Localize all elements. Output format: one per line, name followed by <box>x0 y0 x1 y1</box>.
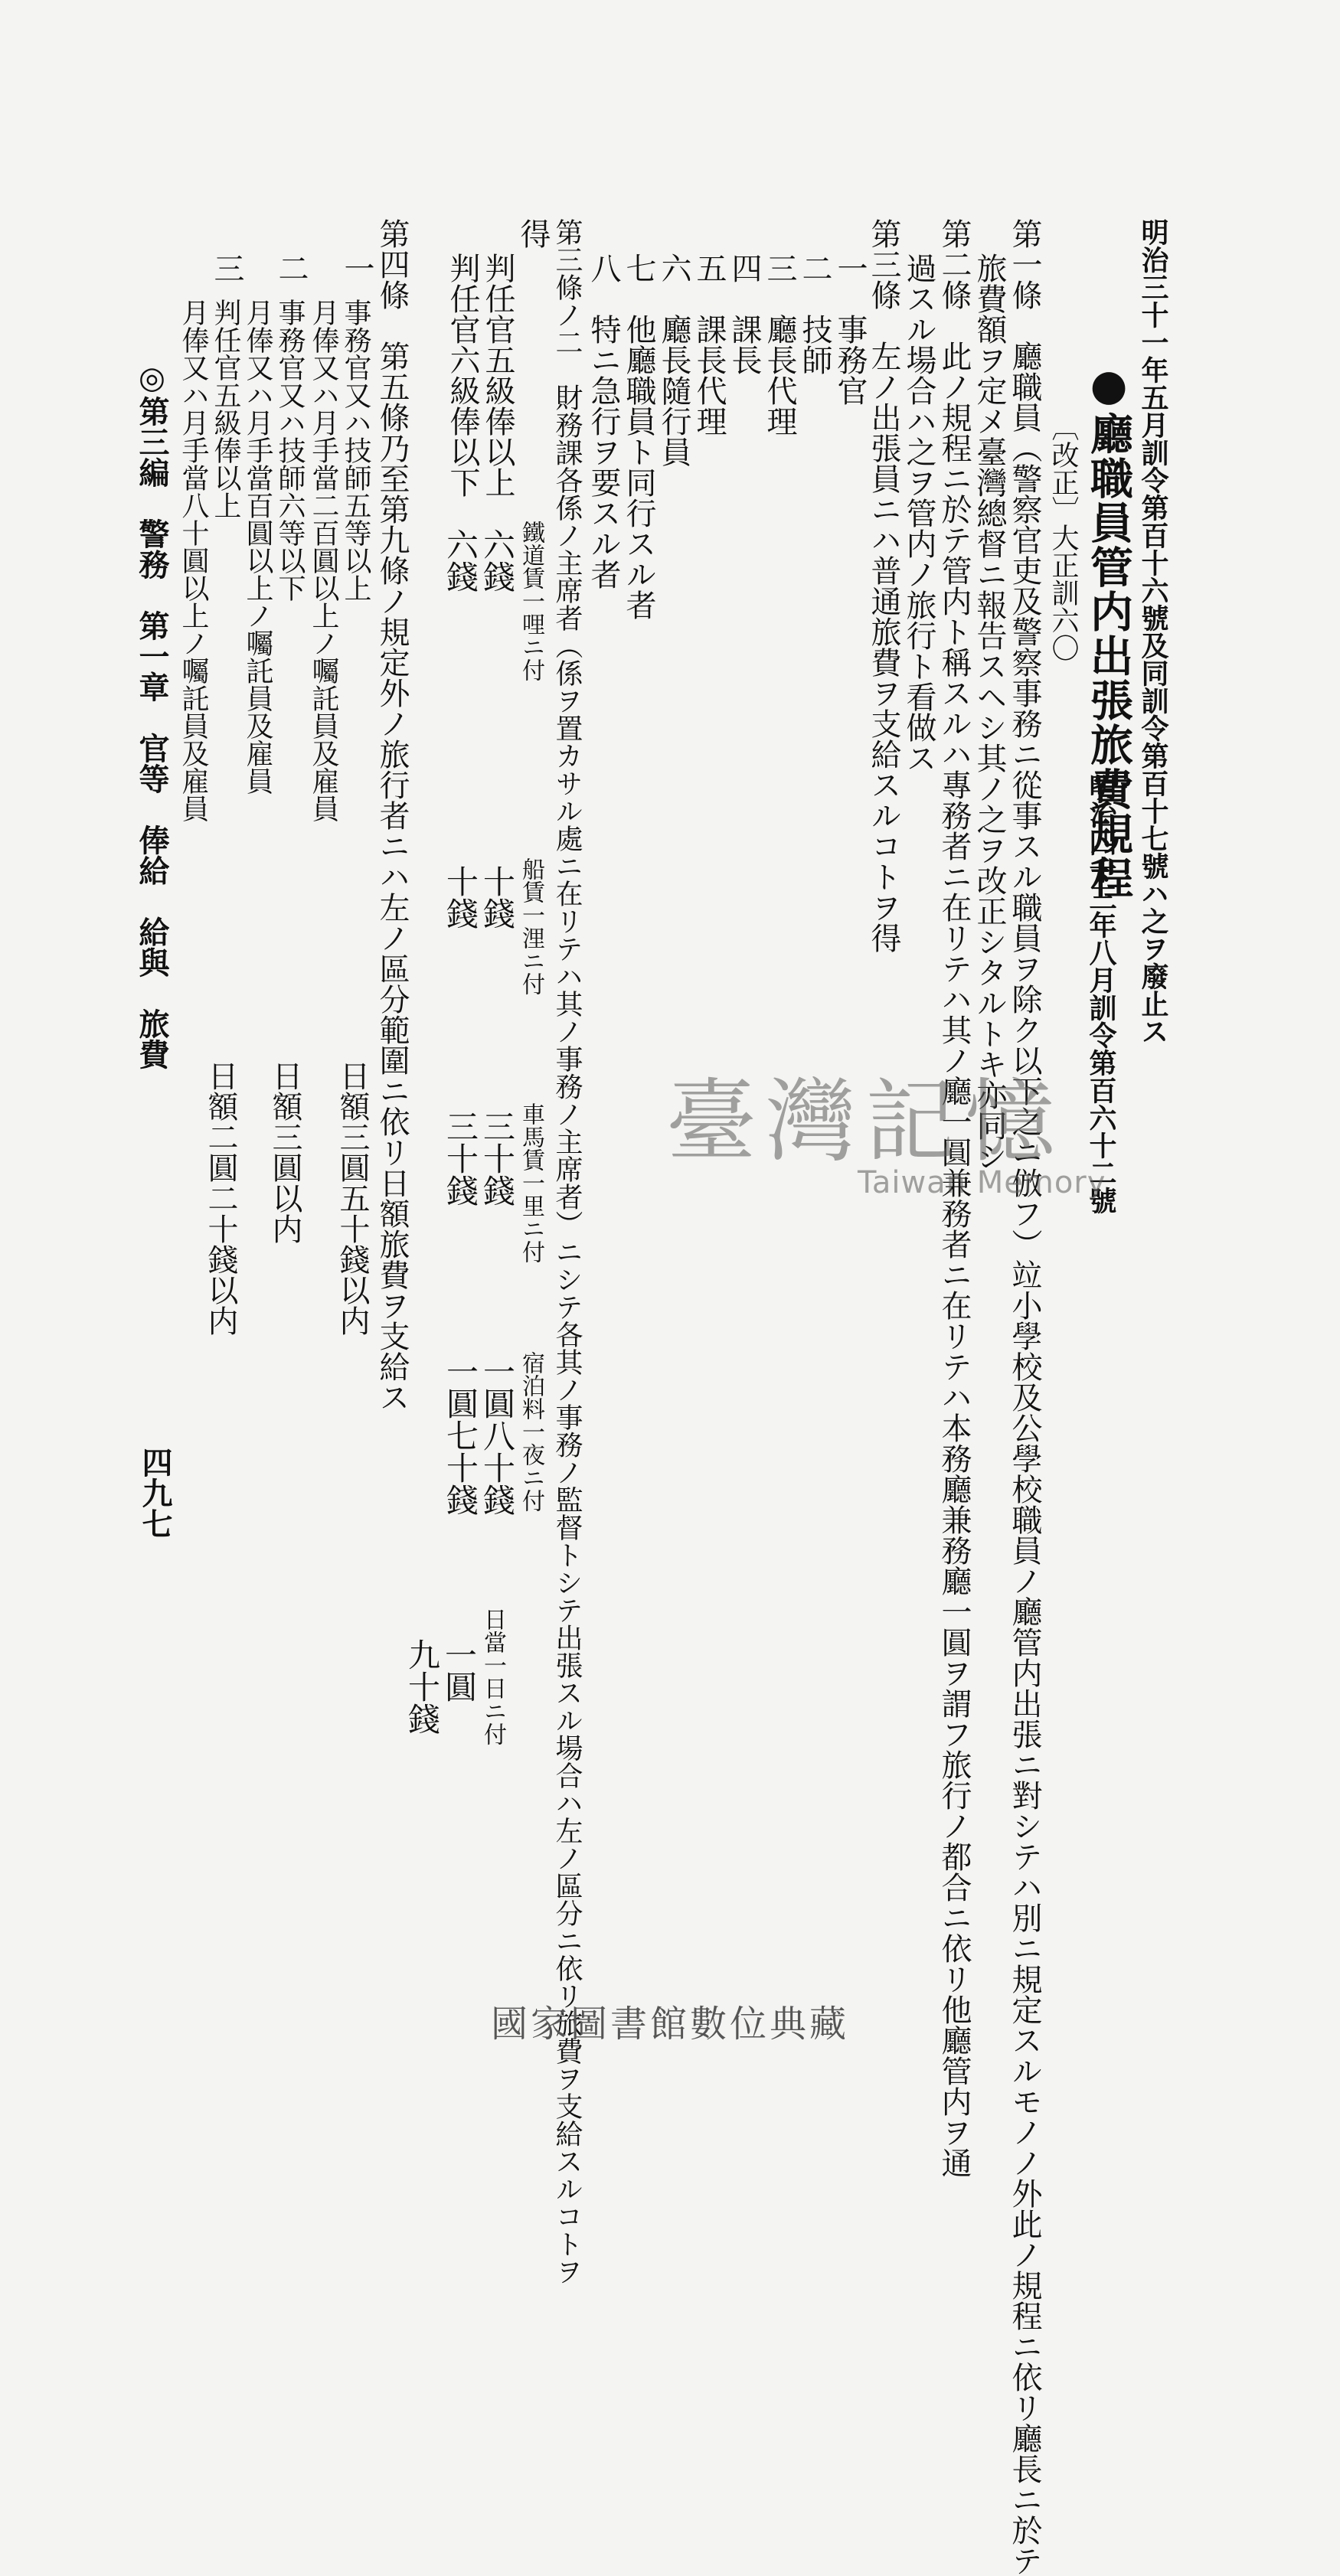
daily-item-1-prefix: 事務官又ハ技師五等以上 <box>340 299 371 602</box>
daily-item-3-amount: 日額二圓二十錢以内 <box>203 1060 238 1336</box>
daily-item-3-line-1: 判任官五級俸以上 <box>210 299 241 519</box>
fee-header-lodging: 宿泊料一夜ニ付 <box>518 1351 544 1512</box>
daily-item-1-amount: 日額三圓五十錢以内 <box>335 1060 370 1336</box>
fee-header-ship: 船賃一浬ニ付 <box>518 857 544 995</box>
library-footer: 國家圖書館數位典藏 <box>490 2003 849 2045</box>
daily-item-2-line-1: 事務官又ハ技師六等以下 <box>274 299 306 602</box>
article-3-item: 一 事務官 <box>832 253 868 406</box>
watermark-chinese: 臺灣記憶 <box>666 1069 1065 1174</box>
article-1-line-2: 旅費額ヲ定メ臺灣總督ニ報告スヘシ其ノ之ヲ改正シタルトキ亦同シ <box>972 253 1007 1171</box>
fee-row-1-label: 判任官五級俸以上 <box>480 253 515 498</box>
fee-row-2-label: 判任官六級俸以下 <box>445 253 480 498</box>
fee-value-carriage-1: 三十錢 <box>479 1110 516 1206</box>
fee-value-carriage-2: 三十錢 <box>442 1110 479 1206</box>
article-3-item: 七 他廳職員ト同行スル者 <box>621 253 656 620</box>
fee-value-ship-2: 十錢 <box>442 865 479 929</box>
fee-value-rail-2: 六錢 <box>442 528 479 593</box>
article-3: 第三條 左ノ出張員ニハ普通旅費ヲ支給スルコトヲ得 <box>866 218 901 953</box>
fee-value-lodging-2: 一圓七十錢 <box>442 1355 479 1516</box>
article-3-2-line-1: 第三條ノ二 財務課各係ノ主席者（係ヲ置カサル處ニ在リテハ其ノ事務ノ主席者）ニシテ各其ノ事務ノ監督トシテ出張スル場合ハ左ノ區分ニ依リ旅費ヲ支給スルコトヲ <box>551 218 583 2285</box>
enactment-note: 明治四十三年八月訓令第百六十二號 <box>1085 773 1117 1214</box>
article-2-line-1: 第二條 此ノ規程ニ於テ管内ト稱スルハ專務者ニ在リテハ其ノ廳一圓兼務者ニ在リテハ本務廳兼務廳一圓ヲ謂フ旅行ノ都合ニ依リ他廳管内ヲ通 <box>936 218 972 2178</box>
article-3-item: 五 課長代理 <box>691 253 727 436</box>
fee-value-rail-1: 六錢 <box>479 528 516 593</box>
article-2-line-2: 過スル場合ハ之ヲ管内ノ旅行ト看做ス <box>901 253 936 773</box>
daily-item-2-line-2: 月俸又ハ月手當百圓以上ノ囑託員及雇員 <box>242 299 273 795</box>
article-1-line-1: 第一條 廳職員（警察官吏及警察事務ニ從事スル職員ヲ除ク以下之ニ倣フ）竝小學校及公學校職員ノ廳管内出張ニ對シテハ別ニ規定スルモノノ外此ノ規程ニ依リ廳長ニ於テ <box>1007 218 1042 2576</box>
watermark-english: Taiwan Memory <box>858 1165 1106 1200</box>
article-3-2-line-2: 得 <box>515 218 551 249</box>
page-number: 四九七 <box>137 1447 173 1539</box>
taiwan-memory-watermark <box>666 1049 1106 1200</box>
fee-value-ship-1: 十錢 <box>479 865 516 929</box>
daily-item-3-line-2: 月俸又ハ月手當八十圓以上ノ囑託員及雇員 <box>178 299 209 822</box>
running-head: ◎第三編 警務 第一章 官等 俸給 給與 旅費 <box>134 360 170 1069</box>
daily-item-1-number: 一 <box>339 253 374 283</box>
fee-value-daily-2: 九十錢 <box>404 1638 441 1735</box>
fee-header-daily: 日當一日ニ付 <box>479 1608 506 1745</box>
daily-item-2-amount: 日額三圓以内 <box>267 1060 302 1244</box>
article-4: 第四條 第五條乃至第九條ノ規定外ノ旅行者ニハ左ノ區分範圍ニ依リ日額旅費ヲ支給ス <box>374 218 410 1412</box>
daily-item-1-line-2: 月俸又ハ月手當二百圓以上ノ囑託員及雇員 <box>308 299 339 822</box>
fee-value-lodging-1: 一圓八十錢 <box>479 1355 516 1516</box>
fee-header-carriage: 車馬賃一里ニ付 <box>518 1102 544 1263</box>
article-3-item: 六 廳長隨行員 <box>656 253 691 467</box>
regulation-title: ●廳職員管内出張旅費規程 <box>1083 360 1134 900</box>
article-3-item: 八 特ニ急行ヲ要スル者 <box>586 253 621 589</box>
fee-value-daily-1: 一圓 <box>440 1638 478 1703</box>
header-abolition-note: 明治三十一年五月訓令第百十六號及同訓令第百十七號ハ之ヲ廢止ス <box>1137 218 1169 1045</box>
daily-item-2-number: 二 <box>273 253 309 283</box>
article-3-item: 三 廳長代理 <box>762 253 797 436</box>
article-3-item: 四 課長 <box>727 253 762 375</box>
daily-item-3-number: 三 <box>209 253 244 283</box>
fee-header-rail: 鐵道賃一哩ニ付 <box>518 521 544 681</box>
article-3-item: 二 技師 <box>797 253 832 375</box>
revision-note: 〔改正〕大正訓六〇 <box>1047 413 1079 661</box>
